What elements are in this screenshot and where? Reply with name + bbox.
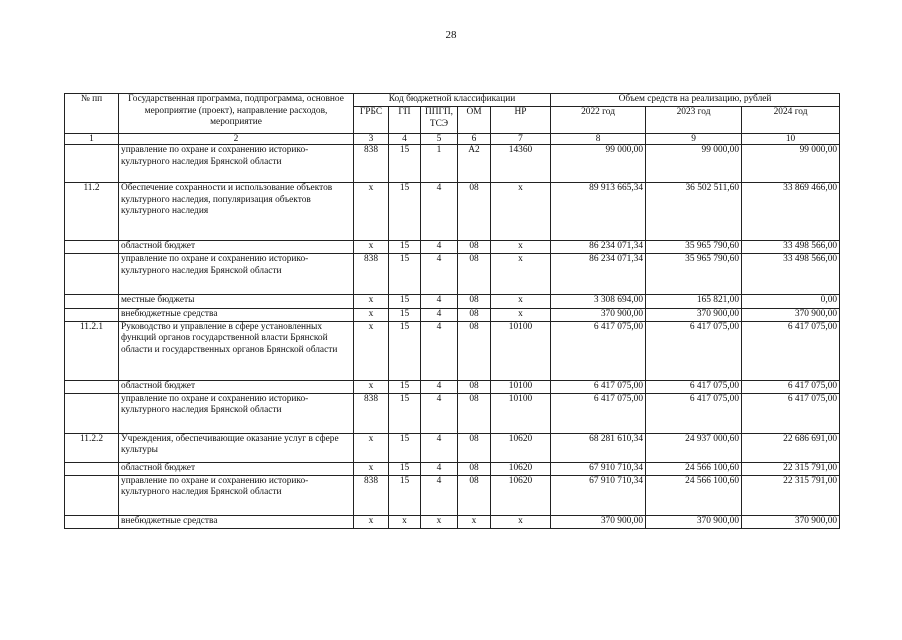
table-body [65,145,840,529]
row-nr: х [491,295,551,309]
col-number: 8 [551,134,646,145]
col-number: 4 [389,134,421,145]
header-om: ОМ [458,107,491,134]
row-om: 08 [458,321,491,380]
row-ppgp: 4 [421,183,458,241]
row-name: управление по охране и сохранению историко-культурного наследия Брянской области [119,393,354,433]
row-nr: 10620 [491,433,551,462]
table-row [65,254,840,295]
row-value-2023: 6 417 075,00 [646,393,742,433]
row-number [65,462,119,475]
column-numbers-row [65,134,840,145]
row-grbs: х [354,183,389,241]
header-2024: 2024 год [742,107,840,134]
table-row [65,241,840,254]
row-grbs: 838 [354,254,389,295]
row-name: управление по охране и сохранению историко-культурного наследия Брянской области [119,475,354,515]
row-value-2022: 67 910 710,34 [551,462,646,475]
row-gp: 15 [389,145,421,183]
row-number: 11.2.2 [65,433,119,462]
row-ppgp: х [421,515,458,528]
page-number: 28 [445,29,457,41]
row-ppgp: 4 [421,380,458,393]
row-om: 08 [458,254,491,295]
row-grbs: 838 [354,145,389,183]
row-value-2024: 6 417 075,00 [742,393,840,433]
row-om: 08 [458,295,491,309]
row-name: областной бюджет [119,462,354,475]
row-nr: х [491,254,551,295]
row-number [65,241,119,254]
row-om: 08 [458,462,491,475]
row-value-2024: 33 498 566,00 [742,241,840,254]
row-ppgp: 1 [421,145,458,183]
table-row [65,183,840,241]
row-om: х [458,515,491,528]
header-nr: НР [491,107,551,134]
row-gp: 15 [389,183,421,241]
row-nr: 14360 [491,145,551,183]
row-value-2024: 22 686 691,00 [742,433,840,462]
col-number: 5 [421,134,458,145]
row-ppgp: 4 [421,433,458,462]
row-value-2022: 6 417 075,00 [551,393,646,433]
row-grbs: х [354,515,389,528]
row-grbs: 838 [354,393,389,433]
table-row [65,321,840,380]
row-name: Обеспечение сохранности и использование объектов культурного наследия, популяризация объектов культурного наследия [119,183,354,241]
row-ppgp: 4 [421,295,458,309]
row-value-2024: 22 315 791,00 [742,462,840,475]
row-nr: 10100 [491,380,551,393]
row-gp: 15 [389,309,421,322]
row-value-2022: 6 417 075,00 [551,321,646,380]
row-value-2023: 35 965 790,60 [646,241,742,254]
row-om: А2 [458,145,491,183]
header-kbk: Код бюджетной классификации [354,94,551,107]
row-value-2024: 33 869 466,00 [742,183,840,241]
header-no: № пп [65,94,119,134]
row-name: управление по охране и сохранению историко-культурного наследия Брянской области [119,145,354,183]
row-nr: х [491,183,551,241]
row-number [65,475,119,515]
table-row [65,433,840,462]
row-grbs: 838 [354,475,389,515]
header-volume: Объем средств на реализацию, рублей [551,94,840,107]
header-2023: 2023 год [646,107,742,134]
row-grbs: х [354,462,389,475]
row-gp: 15 [389,241,421,254]
row-nr: 10620 [491,462,551,475]
row-nr: х [491,241,551,254]
row-value-2024: 0,00 [742,295,840,309]
row-number [65,393,119,433]
row-value-2023: 24 566 100,60 [646,475,742,515]
col-number: 2 [119,134,354,145]
row-value-2024: 22 315 791,00 [742,475,840,515]
row-value-2022: 370 900,00 [551,309,646,322]
header-2022: 2022 год [551,107,646,134]
row-value-2023: 6 417 075,00 [646,380,742,393]
budget-table [64,93,840,529]
row-nr: х [491,515,551,528]
row-number [65,515,119,528]
row-grbs: х [354,309,389,322]
row-ppgp: 4 [421,309,458,322]
row-number: 11.2.1 [65,321,119,380]
row-gp: 15 [389,295,421,309]
row-value-2024: 33 498 566,00 [742,254,840,295]
row-value-2022: 6 417 075,00 [551,380,646,393]
row-gp: х [389,515,421,528]
row-grbs: х [354,295,389,309]
header-gp: ГП [389,107,421,134]
table-row [65,309,840,322]
row-om: 08 [458,309,491,322]
row-value-2023: 370 900,00 [646,515,742,528]
row-name: внебюджетные средства [119,309,354,322]
row-gp: 15 [389,321,421,380]
row-ppgp: 4 [421,321,458,380]
table-header [65,94,840,145]
row-value-2022: 99 000,00 [551,145,646,183]
col-number: 6 [458,134,491,145]
table-row [65,380,840,393]
row-value-2023: 370 900,00 [646,309,742,322]
row-number [65,145,119,183]
row-ppgp: 4 [421,475,458,515]
row-value-2024: 6 417 075,00 [742,380,840,393]
col-number: 1 [65,134,119,145]
header-name: Государственная программа, подпрограмма, основное мероприятие (проект), направление расходов, мероприятие [119,94,354,134]
row-number [65,309,119,322]
row-gp: 15 [389,393,421,433]
row-number [65,295,119,309]
row-number [65,254,119,295]
table-row [65,295,840,309]
header-grbs: ГРБС [354,107,389,134]
row-value-2023: 24 566 100,60 [646,462,742,475]
col-number: 7 [491,134,551,145]
row-gp: 15 [389,475,421,515]
row-grbs: х [354,433,389,462]
row-value-2023: 6 417 075,00 [646,321,742,380]
row-om: 08 [458,433,491,462]
row-value-2023: 99 000,00 [646,145,742,183]
row-name: Учреждения, обеспечивающие оказание услуг в сфере культуры [119,433,354,462]
row-om: 08 [458,183,491,241]
row-value-2023: 36 502 511,60 [646,183,742,241]
row-number: 11.2 [65,183,119,241]
col-number: 10 [742,134,840,145]
row-nr: 10620 [491,475,551,515]
table-row [65,145,840,183]
row-name: областной бюджет [119,241,354,254]
row-value-2022: 86 234 071,34 [551,254,646,295]
row-value-2022: 3 308 694,00 [551,295,646,309]
row-name: Руководство и управление в сфере установленных функций органов государственной власти Брянской области и государственных органов Брянской области [119,321,354,380]
row-nr: х [491,309,551,322]
table-row [65,393,840,433]
row-value-2022: 68 281 610,34 [551,433,646,462]
row-value-2024: 6 417 075,00 [742,321,840,380]
row-om: 08 [458,241,491,254]
row-name: местные бюджеты [119,295,354,309]
row-value-2024: 99 000,00 [742,145,840,183]
row-nr: 10100 [491,393,551,433]
row-name: областной бюджет [119,380,354,393]
row-value-2023: 35 965 790,60 [646,254,742,295]
row-name: внебюджетные средства [119,515,354,528]
row-nr: 10100 [491,321,551,380]
row-value-2023: 165 821,00 [646,295,742,309]
row-om: 08 [458,475,491,515]
row-value-2022: 67 910 710,34 [551,475,646,515]
table-row [65,475,840,515]
row-value-2024: 370 900,00 [742,309,840,322]
row-ppgp: 4 [421,393,458,433]
row-number [65,380,119,393]
row-grbs: х [354,321,389,380]
row-gp: 15 [389,433,421,462]
table-row [65,515,840,528]
row-name: управление по охране и сохранению историко-культурного наследия Брянской области [119,254,354,295]
row-gp: 15 [389,380,421,393]
row-grbs: х [354,380,389,393]
row-om: 08 [458,380,491,393]
row-gp: 15 [389,462,421,475]
row-ppgp: 4 [421,462,458,475]
row-value-2023: 24 937 000,60 [646,433,742,462]
row-ppgp: 4 [421,254,458,295]
row-om: 08 [458,393,491,433]
table-row [65,462,840,475]
row-value-2022: 86 234 071,34 [551,241,646,254]
header-ppgp: ППГП, ТСЭ [421,107,458,134]
row-value-2024: 370 900,00 [742,515,840,528]
row-grbs: х [354,241,389,254]
row-ppgp: 4 [421,241,458,254]
col-number: 3 [354,134,389,145]
row-value-2022: 370 900,00 [551,515,646,528]
row-value-2022: 89 913 665,34 [551,183,646,241]
col-number: 9 [646,134,742,145]
row-gp: 15 [389,254,421,295]
